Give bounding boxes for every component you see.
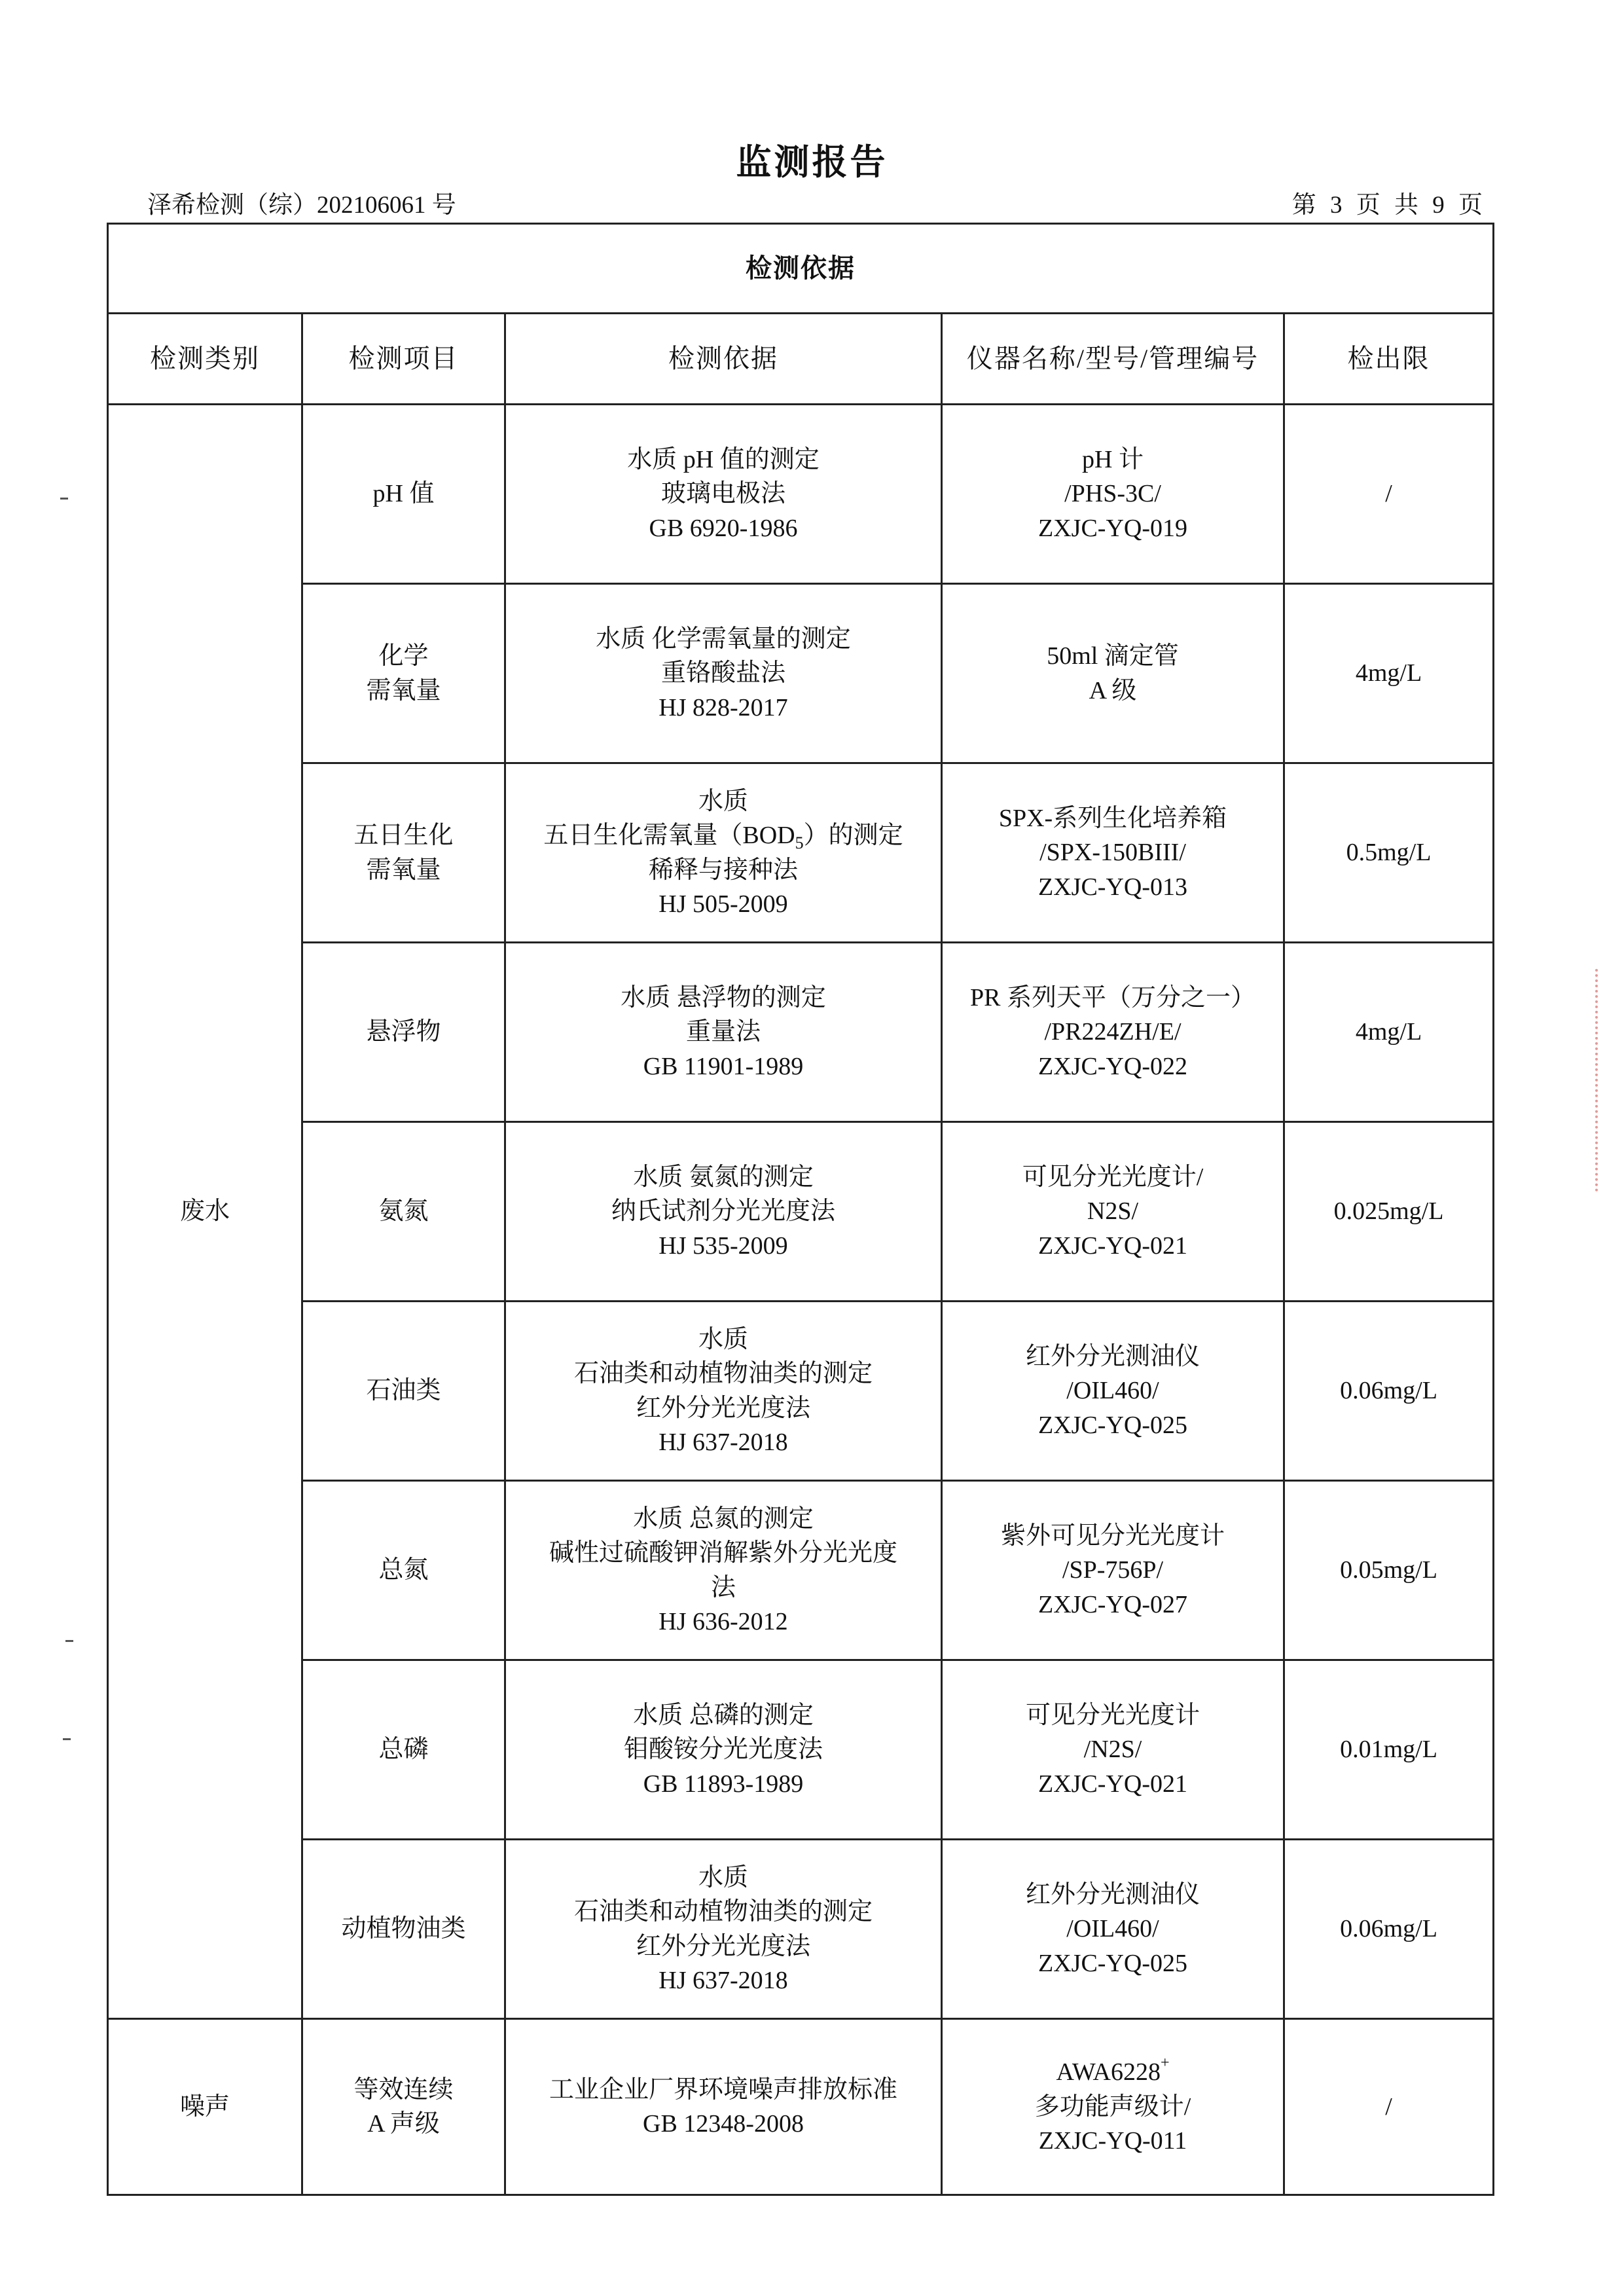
instrument-cell — [942, 943, 1284, 1122]
column-header-category: 检测类别 — [108, 314, 302, 405]
instrument-line: SPX-系列生化培养箱 — [998, 804, 1227, 832]
instrument-line — [949, 2055, 1276, 2089]
basis-cell — [505, 1660, 942, 1840]
basis-line: GB 6920-1986 — [649, 514, 798, 542]
instrument-cell — [942, 1481, 1284, 1660]
basis-line: 纳氏试剂分光光度法 — [611, 1197, 835, 1226]
detection-basis-table — [107, 223, 1494, 2196]
table-row — [108, 943, 1494, 1122]
instrument-line: /PHS-3C/ — [1064, 480, 1161, 508]
basis-line: 红外分光光度法 — [636, 1932, 810, 1960]
basis-line: 水质 悬浮物的测定 — [621, 983, 826, 1011]
limit-cell: / — [1284, 405, 1494, 584]
item-line: 动植物油类 — [341, 1915, 466, 1943]
basis-line: HJ 505-2009 — [659, 890, 788, 918]
table-row — [108, 584, 1494, 763]
bod-subscript: 5 — [795, 833, 804, 853]
basis-cell — [505, 1302, 942, 1481]
instrument-cell — [942, 405, 1284, 584]
instrument-line: /N2S/ — [1083, 1736, 1142, 1764]
item-line: 悬浮物 — [366, 1018, 441, 1046]
instrument-line: /PR224ZH/E/ — [1044, 1018, 1182, 1046]
basis-line: 稀释与接种法 — [648, 856, 798, 884]
instrument-line: ZXJC-YQ-021 — [1038, 1231, 1187, 1260]
item-cell — [302, 1840, 505, 2019]
item-cell — [302, 1481, 505, 1660]
scan-speck — [60, 498, 68, 500]
basis-line: 工业企业厂界环境噪声排放标准 — [549, 2075, 897, 2104]
instrument-line: ZXJC-YQ-011 — [1038, 2127, 1187, 2155]
basis-line: 法 — [710, 1573, 736, 1601]
instrument-line: A 级 — [1089, 676, 1137, 704]
limit-cell: 4mg/L — [1284, 943, 1494, 1122]
basis-text: ）的测定 — [803, 822, 903, 850]
instrument-cell — [942, 1302, 1284, 1481]
basis-line: GB 12348-2008 — [643, 2110, 804, 2138]
report-number: 泽希检测（综）202106061 号 — [147, 192, 456, 219]
category-cell: 噪声 — [108, 2019, 302, 2195]
basis-line: HJ 637-2018 — [659, 1966, 788, 1994]
page-indicator: 第 3 页 共 9 页 — [1291, 192, 1487, 219]
limit-cell: 0.05mg/L — [1284, 1481, 1494, 1660]
basis-line: GB 11893-1989 — [643, 1770, 804, 1798]
instrument-line: /SP-756P/ — [1062, 1556, 1164, 1584]
instrument-line: ZXJC-YQ-027 — [1038, 1590, 1187, 1618]
basis-line: 水质 总氮的测定 — [633, 1504, 814, 1533]
basis-line: 水质 氨氮的测定 — [633, 1163, 814, 1191]
document-title: 监测报告 — [736, 143, 888, 182]
instrument-line: 红外分光测油仪 — [1025, 1342, 1200, 1370]
limit-cell: / — [1284, 2019, 1494, 2195]
basis-line: GB 11901-1989 — [643, 1052, 804, 1080]
basis-line: HJ 535-2009 — [659, 1231, 788, 1260]
column-header-instrument: 仪器名称/型号/管理编号 — [942, 314, 1284, 405]
instrument-line: PR 系列天平（万分之一） — [970, 983, 1255, 1011]
table-row — [108, 763, 1494, 943]
instrument-line: 可见分光光度计/ — [1022, 1163, 1204, 1191]
instrument-line: pH 计 — [1082, 445, 1144, 473]
basis-line: 碱性过硫酸钾消解紫外分光光度 — [549, 1539, 897, 1567]
instrument-line: 红外分光测油仪 — [1025, 1880, 1200, 1908]
category-cell: 废水 — [108, 405, 302, 2019]
item-line: 总磷 — [378, 1736, 429, 1764]
basis-line: 红外分光光度法 — [636, 1394, 810, 1422]
instrument-line: 紫外可见分光光度计 — [1000, 1522, 1225, 1550]
instrument-cell — [942, 2019, 1284, 2195]
table-row — [108, 1122, 1494, 1302]
basis-cell — [505, 1840, 942, 2019]
basis-line: 水质 pH 值的测定 — [627, 445, 820, 473]
instrument-cell — [942, 763, 1284, 943]
item-cell — [302, 584, 505, 763]
basis-cell — [505, 2019, 942, 2195]
instrument-line: ZXJC-YQ-013 — [1038, 873, 1187, 901]
instrument-cell — [942, 1660, 1284, 1840]
item-line: A 声级 — [367, 2110, 440, 2138]
table-row — [108, 1481, 1494, 1660]
item-cell — [302, 1122, 505, 1302]
instrument-line: /OIL460/ — [1066, 1915, 1159, 1943]
limit-cell: 0.5mg/L — [1284, 763, 1494, 943]
scan-speck — [63, 1738, 71, 1740]
instrument-cell — [942, 1840, 1284, 2019]
instrument-line: /SPX-150BIII/ — [1039, 839, 1186, 867]
instrument-line: 可见分光光度计 — [1025, 1701, 1200, 1729]
basis-line: 水质 — [698, 787, 748, 815]
basis-cell — [505, 405, 942, 584]
table-row — [108, 1840, 1494, 2019]
basis-cell — [505, 943, 942, 1122]
limit-cell: 4mg/L — [1284, 584, 1494, 763]
instrument-line: 多功能声级计/ — [1034, 2092, 1191, 2121]
table-row — [108, 1660, 1494, 1840]
seam-stamp-mark — [1595, 969, 1624, 1192]
item-cell — [302, 763, 505, 943]
instrument-line: ZXJC-YQ-025 — [1038, 1949, 1187, 1977]
table-row — [108, 1302, 1494, 1481]
column-header-item: 检测项目 — [302, 314, 505, 405]
table-row — [108, 405, 1494, 584]
limit-cell: 0.025mg/L — [1284, 1122, 1494, 1302]
basis-line: 水质 化学需氧量的测定 — [596, 625, 851, 653]
table-title: 检测依据 — [108, 224, 1494, 314]
instrument-cell — [942, 584, 1284, 763]
basis-line: HJ 828-2017 — [659, 693, 788, 721]
instrument-line: N2S/ — [1087, 1197, 1139, 1226]
basis-line: HJ 637-2018 — [659, 1428, 788, 1456]
basis-cell — [505, 1122, 942, 1302]
basis-cell — [505, 763, 942, 943]
instrument-line: 50ml 滴定管 — [1047, 642, 1179, 670]
basis-cell — [505, 1481, 942, 1660]
instrument-line: ZXJC-YQ-025 — [1038, 1411, 1187, 1439]
instrument-text: AWA6228 — [1056, 2058, 1161, 2086]
table-header-row — [108, 314, 1494, 405]
instrument-superscript: + — [1160, 2054, 1170, 2071]
basis-line: 水质 — [698, 1325, 748, 1353]
scan-speck — [65, 1640, 73, 1642]
basis-line: 重铬酸盐法 — [660, 659, 785, 687]
item-line: 需氧量 — [366, 676, 441, 704]
item-cell — [302, 405, 505, 584]
basis-line: 水质 — [698, 1863, 748, 1891]
instrument-line: /OIL460/ — [1066, 1377, 1159, 1405]
item-line: 五日生化 — [353, 822, 454, 850]
item-line: 需氧量 — [366, 856, 441, 884]
item-cell — [302, 2019, 505, 2195]
instrument-line: ZXJC-YQ-022 — [1038, 1052, 1187, 1080]
basis-line: 石油类和动植物油类的测定 — [573, 1898, 873, 1926]
basis-line: 玻璃电极法 — [660, 480, 785, 508]
instrument-line: ZXJC-YQ-021 — [1038, 1770, 1187, 1798]
basis-line — [513, 818, 934, 852]
item-line: 化学 — [378, 642, 429, 670]
basis-line: 石油类和动植物油类的测定 — [573, 1360, 873, 1388]
basis-line: 重量法 — [685, 1018, 761, 1046]
item-line: 总氮 — [378, 1556, 429, 1584]
item-line: 等效连续 — [353, 2075, 454, 2104]
column-header-limit: 检出限 — [1284, 314, 1494, 405]
instrument-cell — [942, 1122, 1284, 1302]
item-line: 石油类 — [366, 1377, 441, 1405]
column-header-basis: 检测依据 — [505, 314, 942, 405]
item-cell — [302, 1302, 505, 1481]
limit-cell: 0.06mg/L — [1284, 1840, 1494, 2019]
instrument-line: ZXJC-YQ-019 — [1038, 514, 1187, 542]
basis-line: 水质 总磷的测定 — [633, 1701, 814, 1729]
basis-cell — [505, 584, 942, 763]
item-cell — [302, 1660, 505, 1840]
item-line: 氨氮 — [378, 1197, 429, 1226]
basis-line: 钼酸铵分光光度法 — [623, 1736, 823, 1764]
limit-cell: 0.01mg/L — [1284, 1660, 1494, 1840]
item-line: pH 值 — [372, 480, 435, 508]
table-row — [108, 2019, 1494, 2195]
limit-cell: 0.06mg/L — [1284, 1302, 1494, 1481]
basis-line: HJ 636-2012 — [659, 1607, 788, 1635]
basis-text: 五日生化需氧量（BOD — [543, 822, 795, 850]
item-cell — [302, 943, 505, 1122]
